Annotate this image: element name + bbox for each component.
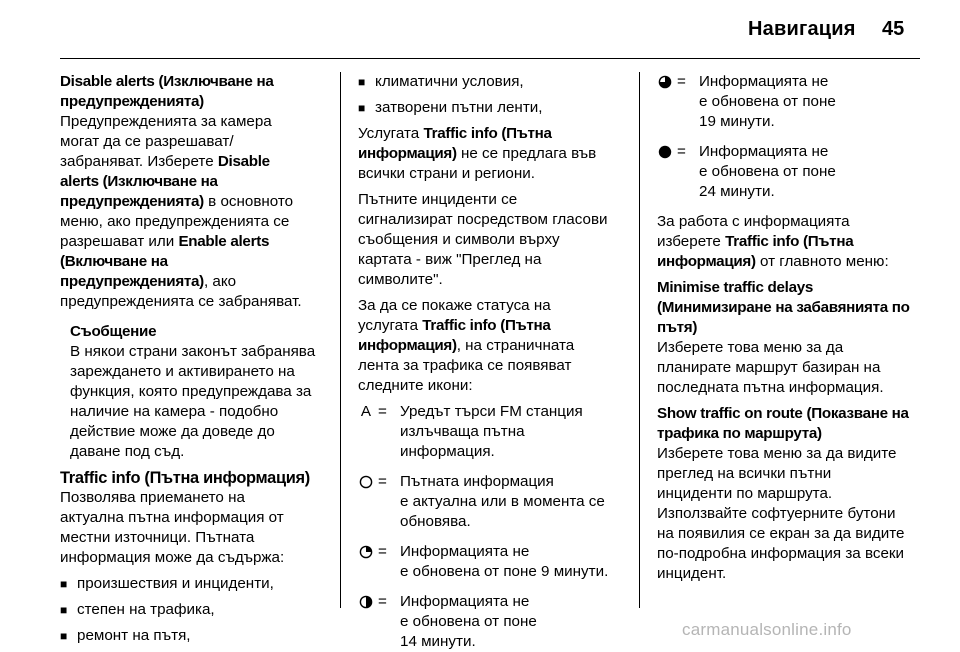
text-line: по-подробна информация за всеки (657, 545, 905, 562)
text-line: планирате маршрут базиран на (657, 359, 881, 376)
legend-line: е актуална или в момента се (400, 493, 605, 510)
text-line (60, 192, 334, 212)
paragraph-work (657, 212, 921, 272)
list-item (60, 574, 334, 594)
menu-term: (Включване на (60, 253, 168, 270)
equals-sign: = (378, 593, 387, 610)
text-span: в основното (203, 193, 294, 210)
list-item (358, 72, 632, 92)
text-line: картата - виж "Преглед на (358, 251, 542, 268)
text-line (358, 144, 632, 164)
section-heading-disable-alerts: Disable alerts (Изключване на (60, 73, 274, 90)
menu-term: Traffic info (Пътна (423, 125, 552, 142)
note-line: зареждането и активирането на (70, 363, 295, 380)
bullet-square-icon: ■ (358, 101, 366, 115)
text-span: не се предлага във (456, 145, 597, 162)
page-title: Навигация (748, 18, 856, 40)
menu-term: информация) (358, 145, 457, 162)
menu-term: информация) (657, 253, 756, 270)
paragraph-disable-alerts (60, 112, 334, 312)
bullet-square-icon: ■ (60, 577, 68, 591)
text-line: съобщения и символи върху (358, 231, 560, 248)
menu-term: информация) (358, 337, 457, 354)
text-line: Изберете това меню за да (657, 339, 844, 356)
menu-term: alerts (Изключване на (60, 173, 218, 190)
text-line: местни източници. Пътната (60, 529, 255, 546)
text-span: услугата (358, 317, 423, 334)
column-1 (60, 72, 334, 646)
section-heading-disable-alerts-cont: предупрежденията) (60, 93, 204, 110)
text-line: последната пътна информация. (657, 379, 884, 396)
text-line: преглед на всички пътни (657, 465, 832, 482)
watermark: carmanualsonline.info (682, 620, 852, 639)
text-line: актуална пътна информация от (60, 509, 284, 526)
circle-half-icon (358, 594, 374, 610)
bullet-square-icon: ■ (358, 75, 366, 89)
text-span: , на страничната (456, 337, 575, 354)
text-line: предупрежденията се забраняват. (60, 293, 302, 310)
legend-line: Информацията не (699, 143, 829, 160)
note-line: действие може да доведе до (70, 423, 275, 440)
text-line: меню, ако предупрежденията се (60, 213, 290, 230)
text-span: изберете (657, 233, 726, 250)
section-heading-show-traffic-cont: трафика по маршрута) (657, 425, 822, 442)
menu-term: Disable (217, 153, 270, 170)
text-span: от главното меню: (755, 253, 889, 270)
text-line: Позволява приемането на (60, 489, 245, 506)
text-line: инцидент. (657, 565, 727, 582)
text-line: информация може да съдържа: (60, 549, 285, 566)
bullet-square-icon: ■ (60, 603, 68, 617)
legend-line: 24 минути. (699, 183, 775, 200)
text-span: , ако (203, 273, 237, 290)
text-line: всички страни и региони. (358, 165, 535, 182)
legend-item-9-min (358, 542, 632, 582)
legend-item-19-min (657, 72, 921, 132)
list-item-text: произшествия и инциденти, (77, 575, 274, 592)
paragraph-status (358, 296, 632, 396)
text-line: Изберете това меню за да видите (657, 445, 897, 462)
list-item-text: климатични условия, (375, 73, 524, 90)
text-line: символите". (358, 271, 443, 288)
list-item (60, 626, 334, 646)
text-line (60, 232, 334, 252)
list-item (358, 98, 632, 118)
list-item-text: затворени пътни ленти, (375, 99, 543, 116)
equals-sign: = (677, 73, 686, 90)
legend-item-24-min (657, 142, 921, 202)
circle-three-quarter-icon (657, 74, 673, 90)
text-span: разрешават или (60, 233, 179, 250)
section-heading-traffic-info: Traffic info (Пътна информация) (60, 469, 310, 487)
menu-term: Traffic info (Пътна (422, 317, 551, 334)
legend-line: е обновена от поне 9 минути. (400, 563, 609, 580)
note-line: даване под съд. (70, 443, 185, 460)
note-title: Съобщение (70, 323, 157, 340)
legend-line: обновява. (400, 513, 471, 530)
text-line (657, 232, 921, 252)
legend-line: Информацията не (400, 593, 530, 610)
column-divider-2 (639, 72, 640, 608)
note-block (60, 322, 334, 462)
text-line (358, 336, 632, 356)
text-line: инциденти по маршрута. (657, 485, 833, 502)
text-span: забраняват. Изберете (60, 153, 218, 170)
text-line: на появилия се екран за да видите (657, 525, 905, 542)
text-line: За да се покаже статуса на (358, 297, 551, 314)
note-line: В някои страни законът забранява (70, 343, 316, 360)
equals-sign: = (378, 473, 387, 490)
legend-item-14-min (358, 592, 632, 652)
legend-line: Уредът търси FM станция (400, 403, 583, 420)
section-heading-minimise-cont: пътя) (657, 319, 698, 336)
legend-line: излъчваща пътна (400, 423, 525, 440)
paragraph-incidents (358, 190, 632, 290)
section-heading-minimise-cont: (Минимизиране на забавянията по (657, 299, 910, 316)
bullet-square-icon: ■ (60, 629, 68, 643)
legend-line: Информацията не (699, 73, 829, 90)
header-divider (60, 58, 920, 59)
legend-item-searching (358, 402, 632, 462)
text-line (60, 272, 334, 292)
letter-a-icon: A (360, 403, 372, 420)
text-line: могат да се разрешават/ (60, 133, 234, 150)
equals-sign: = (378, 543, 387, 560)
text-span: Услугата (358, 125, 424, 142)
text-line: следните икони: (358, 377, 473, 394)
legend-line: Информацията не (400, 543, 530, 560)
text-line: Пътните инциденти се (358, 191, 518, 208)
legend-line: е обновена от поне (400, 613, 537, 630)
column-2 (358, 72, 632, 652)
text-line (358, 124, 632, 144)
text-line (60, 152, 334, 172)
circle-empty-icon (358, 474, 374, 490)
paragraph-service (358, 124, 632, 184)
text-line (657, 252, 921, 272)
page-number: 45 (882, 18, 905, 40)
legend-item-current (358, 472, 632, 532)
text-line: Предупрежденията за камера (60, 113, 272, 130)
legend-line: е обновена от поне (699, 163, 836, 180)
menu-term: Enable alerts (178, 233, 270, 250)
text-line (358, 316, 632, 336)
equals-sign: = (378, 403, 387, 420)
circle-quarter-icon (358, 544, 374, 560)
equals-sign: = (677, 143, 686, 160)
list-item-text: степен на трафика, (77, 601, 215, 618)
legend-line: Пътната информация (400, 473, 554, 490)
column-3 (657, 72, 921, 584)
column-divider-1 (340, 72, 341, 608)
circle-full-icon (657, 144, 673, 160)
legend-line: 14 минути. (400, 633, 476, 650)
note-line: функция, която предупреждава за (70, 383, 312, 400)
section-heading-show-traffic: Show traffic on route (Показване на (657, 405, 909, 422)
legend-line: информация. (400, 443, 495, 460)
text-line: лента за трафика се появяват (358, 357, 572, 374)
menu-term: предупрежденията) (60, 273, 204, 290)
legend-line: е обновена от поне (699, 93, 836, 110)
list-item (60, 600, 334, 620)
text-line: За работа с информацията (657, 213, 850, 230)
text-line: сигнализират посредством гласови (358, 211, 608, 228)
section-heading-minimise: Minimise traffic delays (657, 279, 814, 296)
legend-line: 19 минути. (699, 113, 775, 130)
menu-term: предупрежденията) (60, 193, 204, 210)
text-line: Използвайте софтуерните бутони (657, 505, 896, 522)
note-line: наличие на камера - подобно (70, 403, 279, 420)
menu-term: Traffic info (Пътна (725, 233, 854, 250)
list-item-text: ремонт на пътя, (77, 627, 191, 644)
